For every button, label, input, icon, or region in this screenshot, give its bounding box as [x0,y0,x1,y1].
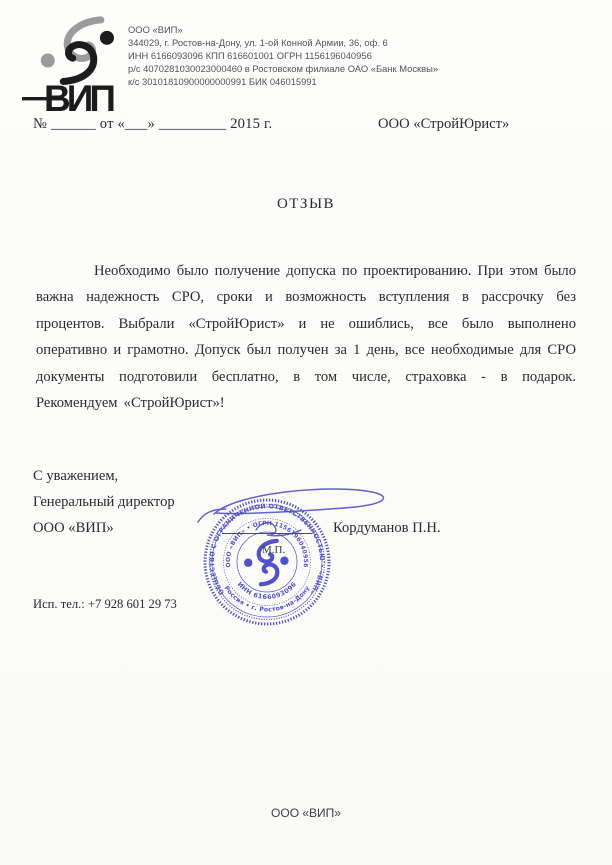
signer-position: Генеральный директор [33,494,175,510]
stamp-outer-bottom-text: Россия • г. Ростов-на-Дону [222,584,312,614]
handwritten-signature [192,482,407,552]
company-inn-line: ИНН 6166093096 КПП 616601001 ОГРН 1156196040956 [128,49,372,61]
letterhead [0,0,612,115]
company-name-line: ООО «ВИП» [128,24,183,35]
company-requisites [128,24,458,89]
stamp-inner-ring-text: ООО «ВИП» • ОГРН 1156196040956 [225,520,309,568]
addressee: ООО «СтройЮрист» [378,116,510,132]
company-corr-line: к/с 30101810900000000991 БИК 046015991 [128,75,317,87]
footer-company-name: ООО «ВИП» [271,806,341,820]
body-paragraph: Необходимо было получение допуска по проектированию. При этом было важна надежность СРО, сроки и возможность вступления в рассрочку без процентов. Выбрали «СтройЮрист» и не ошиблись, все было выполнено оперативно и грамотно. Допуск был получен за 1 день, все необходимые для СРО документы подготовили бесплатно, в том числе, страховка - в подарок. Рекомендуем «СтройЮрист»! [36,262,576,412]
vip-logo-icon [22,10,132,115]
signer-company: ООО «ВИП» [33,520,114,536]
company-address-line: 344029, г. Ростов-на-Дону, ул. 1-ой Конной Армии, 36, оф. 6 [128,36,388,48]
signer-name: Кордуманов П.Н. [333,520,441,536]
doc-number-date: № ______ от «___» _________ 2015 г. [33,116,273,132]
company-account-line: р/с 4070281030023000460 в Ростовском филиале ОАО «Банк Москвы» [128,62,439,74]
executor-phone-line: Исп. тел.: +7 928 601 29 73 [33,597,177,611]
stamp-outer-ring-text: ОБЩЕСТВО С ОГРАНИЧЕННОЙ ОТВЕТСТВЕННОСТЬЮ • «ВИП» [208,503,326,596]
stamp-inner-bottom-text: ИНН 6166093096 [235,580,299,602]
page-title: ОТЗЫВ [276,196,336,212]
logo-wordmark: ВИП [44,78,116,115]
seal-placeholder-label: М.П. [262,544,286,556]
signature-closing: С уважением, [33,468,119,484]
